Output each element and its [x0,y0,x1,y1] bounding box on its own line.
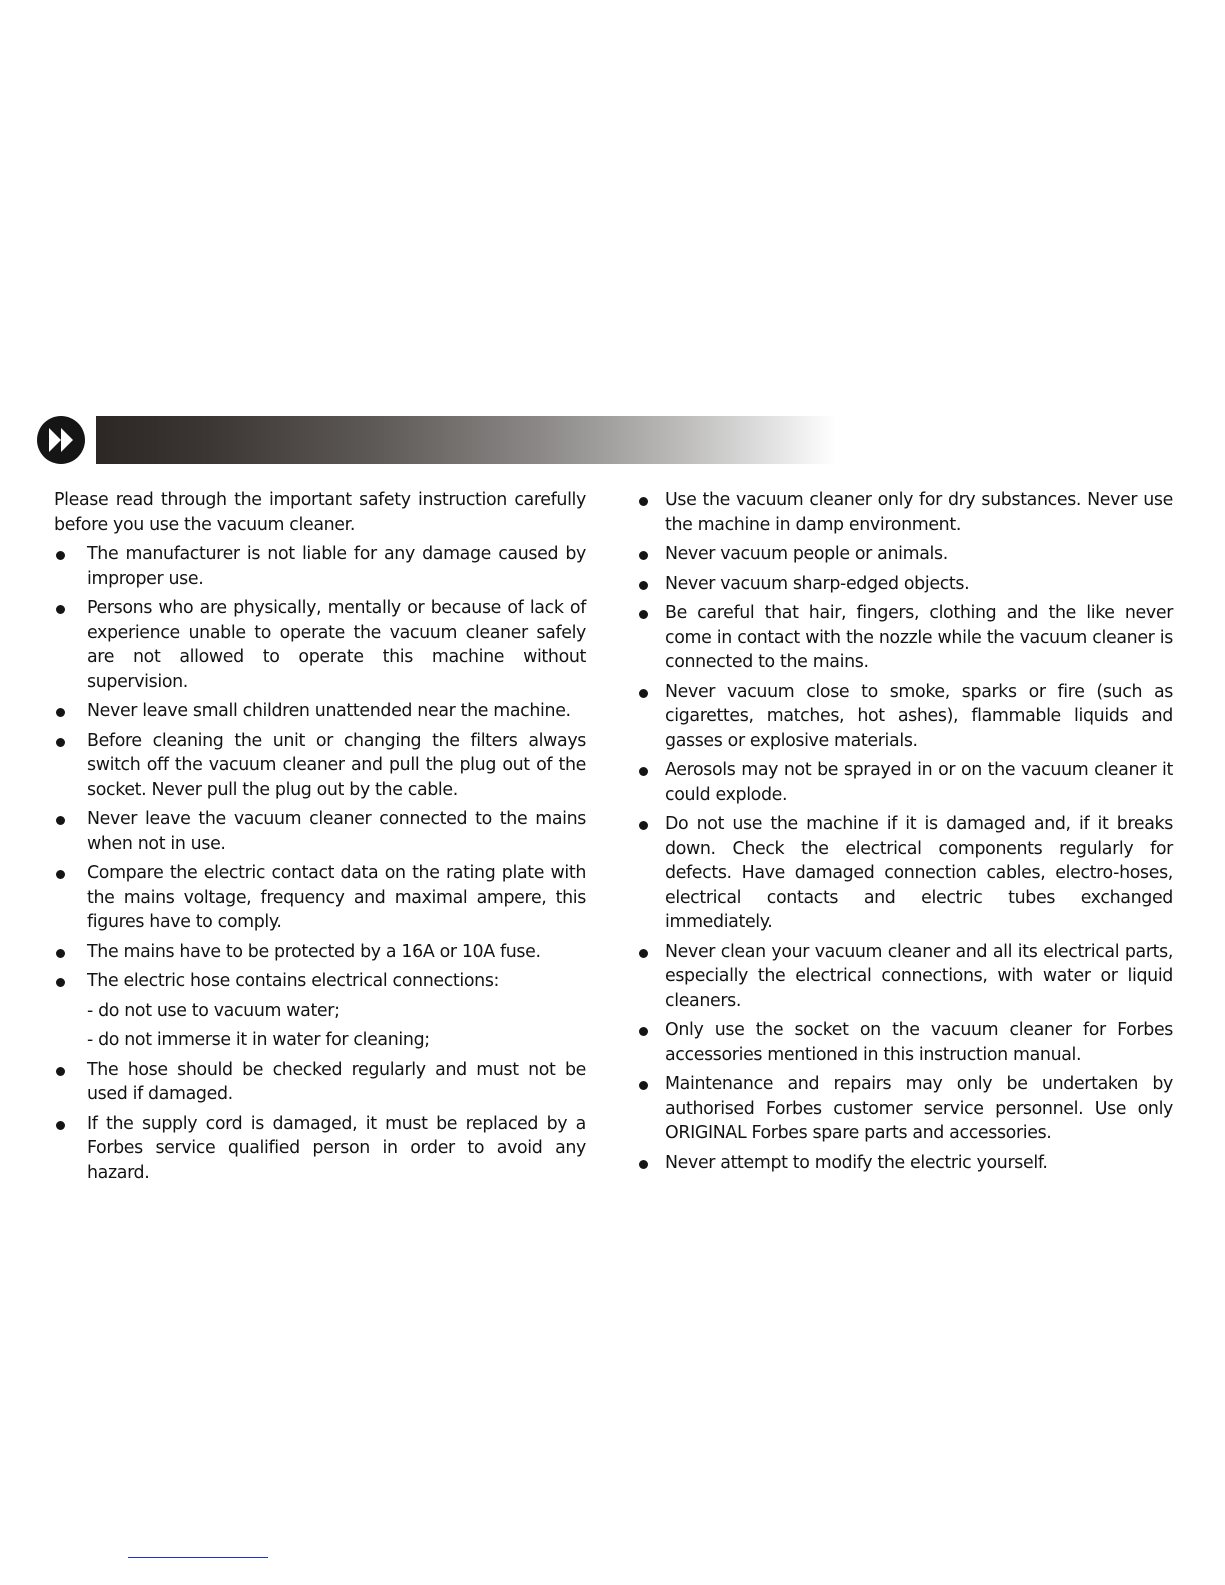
list-item-text: Compare the electric contact data on the rating plate with the mains voltage, frequency and maximal ampere, this figures have to comply. [87,863,586,932]
list-item [637,1072,1173,1146]
fast-forward-icon [37,416,85,464]
list-item-text: The hose should be checked regularly and must not be used if damaged. [87,1059,586,1104]
right-column [637,488,1173,1175]
list-item [637,758,1173,807]
list-item [637,940,1173,1014]
bullet-icon [639,581,648,590]
safety-list-left [54,542,586,1185]
safety-list-right [637,488,1173,1175]
list-item [637,601,1173,675]
intro-paragraph: Please read through the important safety instruction carefully before you use the vacuum cleaner. [54,490,586,535]
list-item-text: Never vacuum sharp-edged objects. [665,573,970,594]
bullet-icon [56,1067,65,1076]
bullet-icon [639,1027,648,1036]
list-item [54,542,586,591]
sub-list-item: - do not use to vacuum water; [87,1000,340,1021]
list-item [54,1058,586,1107]
list-item [54,969,586,994]
list-item-text: Before cleaning the unit or changing the filters always switch off the vacuum cleaner and pull the plug out of the socket. Never pull the plug out by the cable. [87,730,586,800]
list-item-text: The electric hose contains electrical connections: [87,971,500,991]
bullet-icon [639,767,648,776]
list-item-text: Never vacuum people or animals. [665,544,948,564]
bullet-icon [56,738,65,747]
list-item-text: Aerosols may not be sprayed in or on the vacuum cleaner it could explode. [665,760,1173,805]
footer-rule [128,1557,268,1558]
list-item [54,940,586,965]
bullet-icon [56,708,65,717]
bullet-icon [639,610,648,619]
list-item [637,1018,1173,1067]
list-item-text: Maintenance and repairs may only be undertaken by authorised Forbes customer service personnel. Use only ORIGINAL Forbes spare parts and accessories. [665,1074,1173,1143]
bullet-icon [56,978,65,987]
list-item [54,729,586,803]
list-item [54,699,586,724]
sub-list-item: - do not immerse it in water for cleaning; [87,1030,430,1050]
list-item [637,812,1173,935]
list-item [637,572,1173,597]
list-item [54,1112,586,1186]
bullet-icon [639,689,648,698]
bullet-icon [639,821,648,830]
bullet-icon [56,816,65,825]
list-item [54,807,586,856]
list-item-text: Use the vacuum cleaner only for dry substances. Never use the machine in damp environment. [665,490,1173,535]
bullet-icon [639,551,648,560]
list-item [637,680,1173,754]
list-item [54,861,586,935]
section-header-bar [96,416,836,464]
list-item-text: Never attempt to modify the electric yourself. [665,1152,1048,1173]
bullet-icon [56,949,65,958]
list-item-text: Persons who are physically, mentally or because of lack of experience unable to operate the vacuum cleaner safely are not allowed to operate this machine without supervision. [87,598,586,692]
bullet-icon [56,1121,65,1130]
list-item [637,542,1173,567]
list-item-text: Never leave the vacuum cleaner connected to the mains when not in use. [87,809,586,854]
bullet-icon [639,497,648,506]
list-item-text: Never vacuum close to smoke, sparks or fire (such as cigarettes, matches, hot ashes), flammable liquids and gasses or explosive materials. [665,681,1173,751]
list-item [637,1151,1173,1176]
list-item [637,488,1173,537]
bullet-icon [639,1160,648,1169]
list-item-text: Do not use the machine if it is damaged and, if it breaks down. Check the electrical components regularly for defects. Have damaged connection cables, electro-hoses, electrical contacts and electric tubes exchanged immediately. [665,814,1173,932]
list-item-text: Only use the socket on the vacuum cleaner for Forbes accessories mentioned in this instruction manual. [665,1020,1173,1065]
left-column [54,488,586,1185]
bullet-icon [639,1081,648,1090]
bullet-icon [56,870,65,879]
list-item-text: The mains have to be protected by a 16A or 10A fuse. [87,941,541,962]
list-item-text: The manufacturer is not liable for any damage caused by improper use. [87,544,586,589]
list-item [54,596,586,694]
list-item-text: If the supply cord is damaged, it must be replaced by a Forbes service qualified person in order to avoid any hazard. [87,1113,586,1183]
bullet-icon [639,949,648,958]
list-item-text: Be careful that hair, fingers, clothing and the like never come in contact with the nozzle while the vacuum cleaner is connected to the mains. [665,603,1173,672]
list-item-text: Never leave small children unattended near the machine. [87,701,571,721]
list-item-text: Never clean your vacuum cleaner and all its electrical parts, especially the electrical connections, with water or liquid cleaners. [665,941,1173,1011]
bullet-icon [56,605,65,614]
bullet-icon [56,551,65,560]
